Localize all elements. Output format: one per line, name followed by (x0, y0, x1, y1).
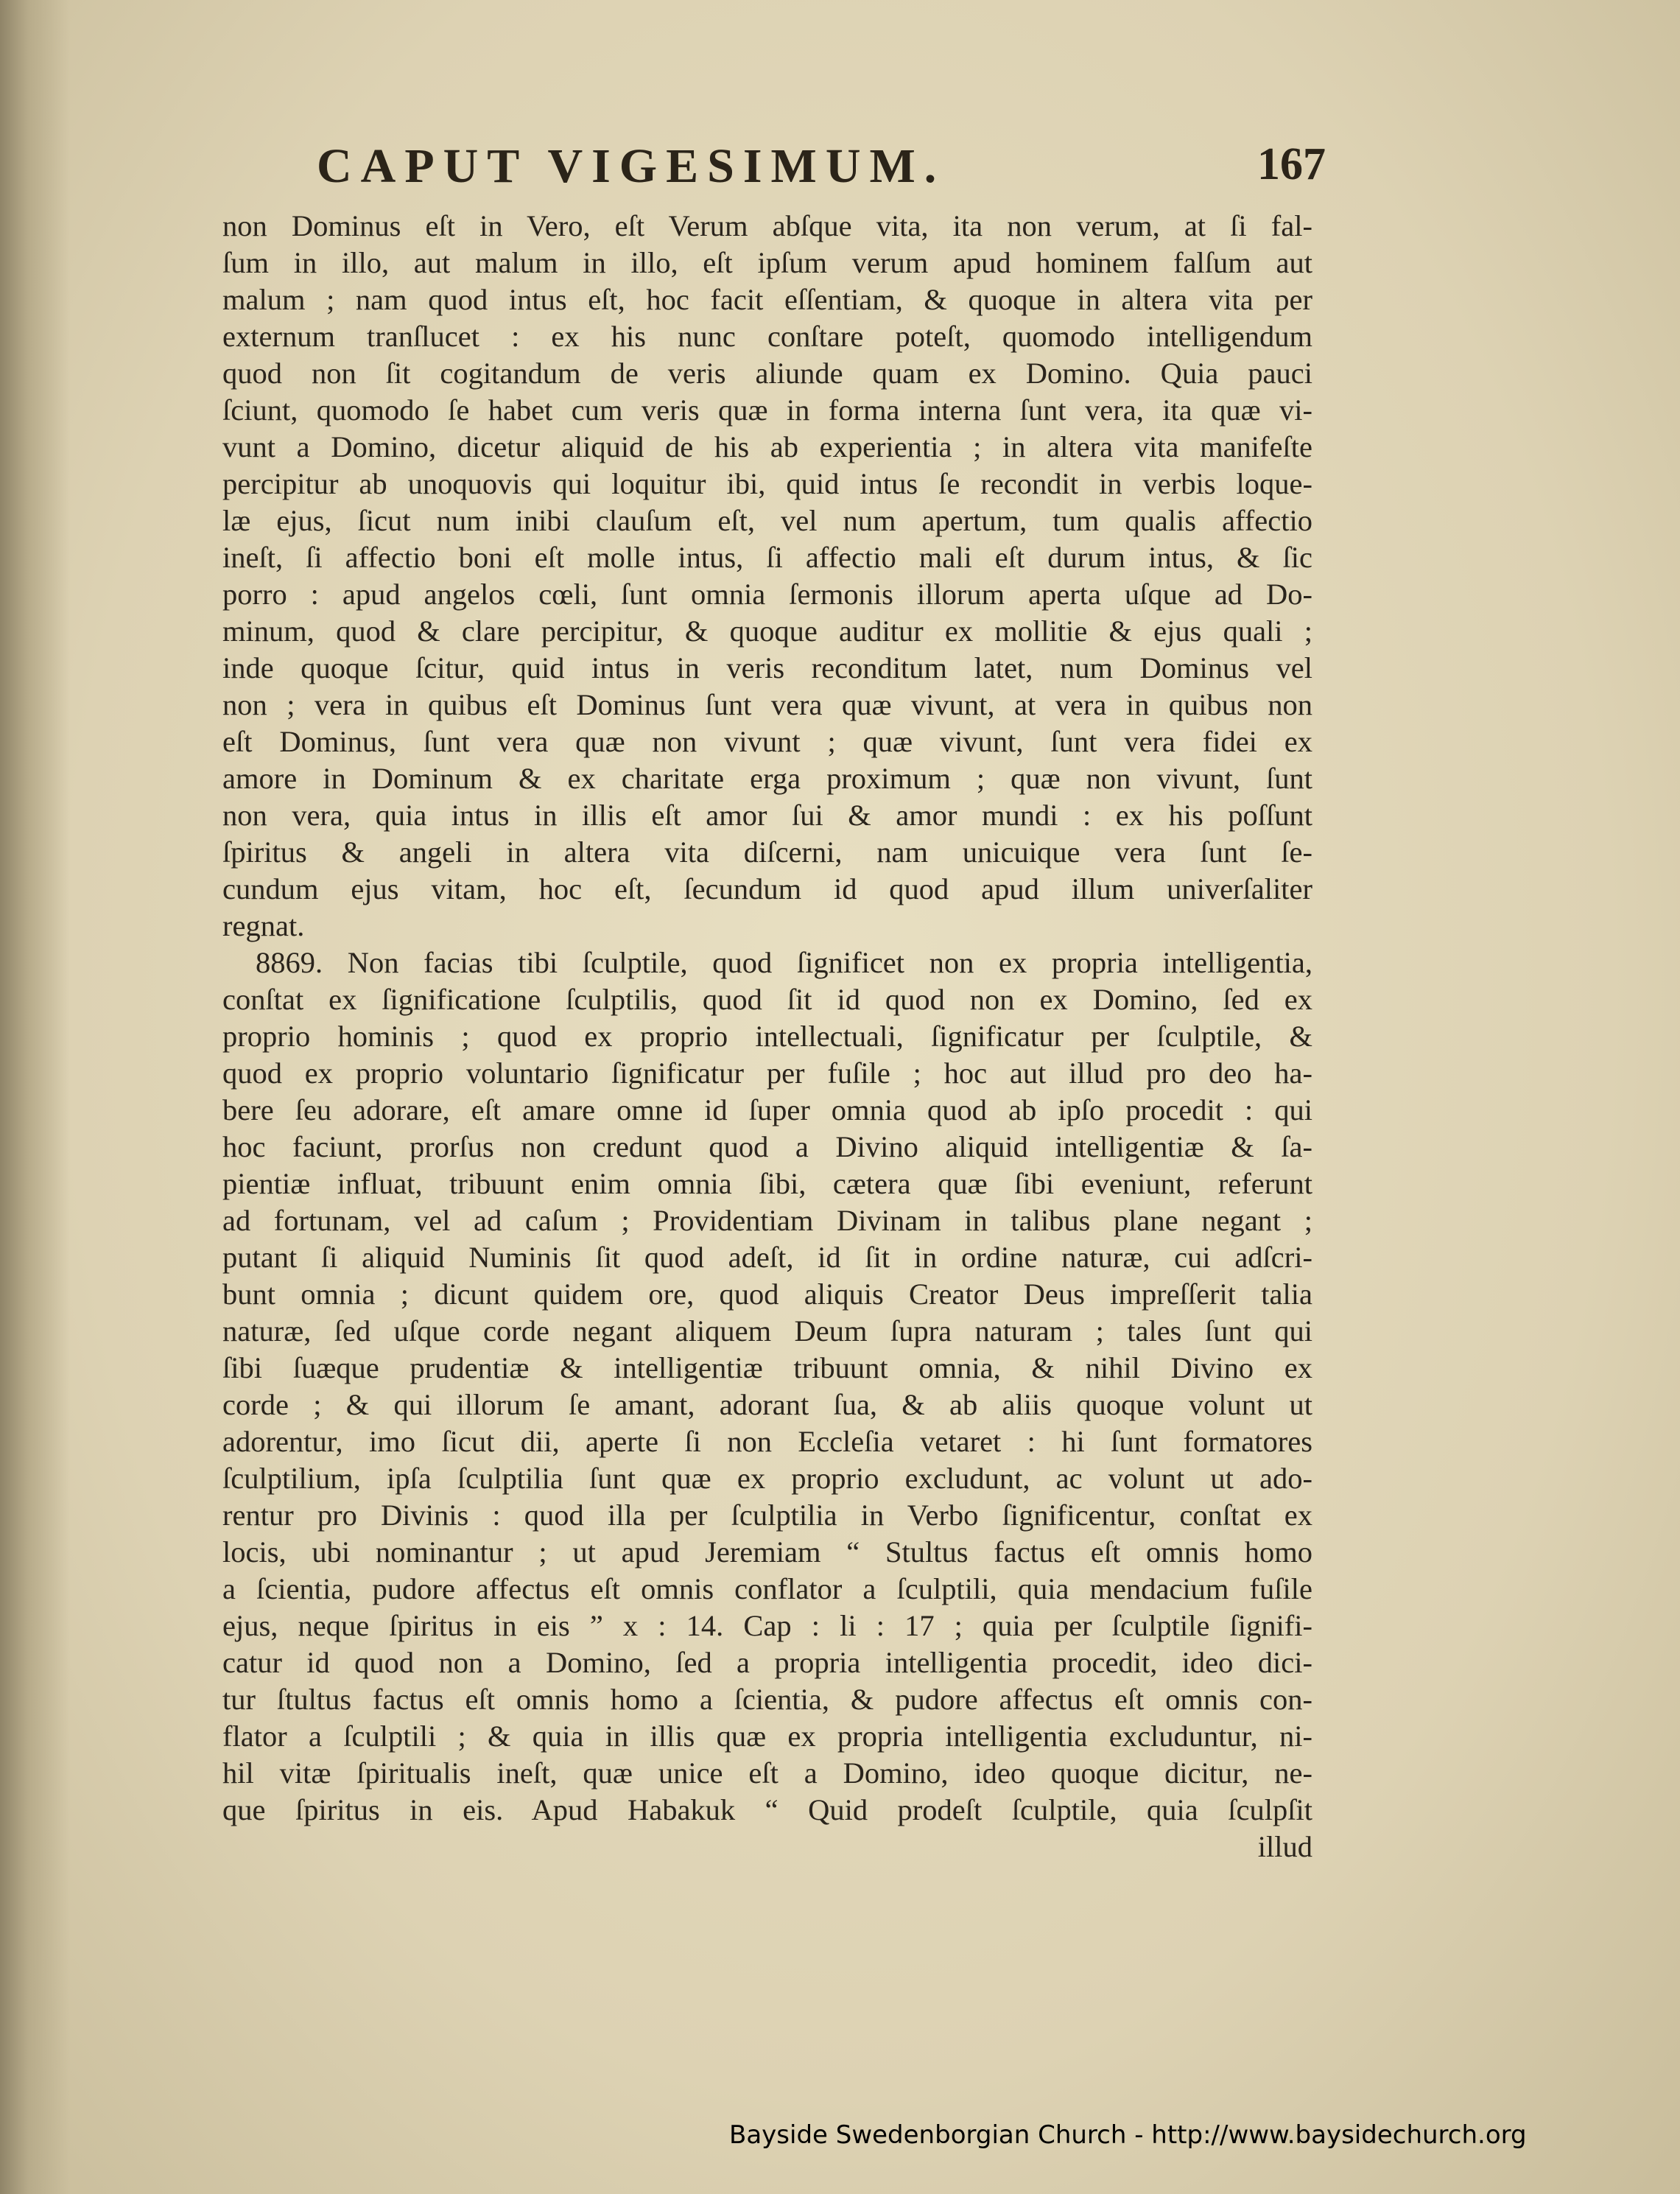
text-line: amore in Dominum & ex charitate erga proximum ; quæ non vivunt, ſunt (222, 762, 1312, 795)
text-line: hoc faciunt, prorſus non credunt quod a Divino aliquid intelligentiæ & ſa- (222, 1130, 1312, 1163)
text-line: læ ejus, ſicut num inibi clauſum eſt, vel num apertum, tum qualis affectio (222, 504, 1312, 537)
text-line: pientiæ influat, tribuunt enim omnia ſibi, cætera quæ ſibi eveniunt, referunt (222, 1167, 1312, 1200)
page-header (317, 139, 1326, 205)
text-line: a ſcientia, pudore affectus eſt omnis conflator a ſculptili, quia mendacium fuſile (222, 1572, 1312, 1605)
running-title: CAPUT VIGESIMUM. (317, 139, 946, 193)
body-text (222, 208, 1312, 1865)
text-line: adorentur, imo ſicut dii, aperte ſi non Eccleſia vetaret : hi ſunt formatores (222, 1425, 1312, 1458)
text-line: quod ex proprio voluntario ſignificatur per fuſile ; hoc aut illud pro deo ha- (222, 1056, 1312, 1090)
text-line: externum tranſlucet : ex his nunc conſtare poteſt, quomodo intelligendum (222, 320, 1312, 353)
text-line: bere ſeu adorare, eſt amare omne id ſuper omnia quod ab ipſo procedit : qui (222, 1093, 1312, 1126)
text-line: ſciunt, quomodo ſe habet cum veris quæ in forma interna ſunt vera, ita quæ vi- (222, 393, 1312, 427)
footer-credit: Bayside Swedenborgian Church - http://www.baysidechurch.org (729, 2120, 1527, 2150)
text-line: ineſt, ſi affectio boni eſt molle intus, ſi affectio mali eſt durum intus, & ſic (222, 541, 1312, 574)
text-line: ad fortunam, vel ad caſum ; Providentiam Divinam in talibus plane negant ; (222, 1204, 1312, 1237)
paragraph-8869-start: 8869. Non facias tibi ſculptile, quod ſignificet non ex propria intelligentia, (256, 946, 1312, 979)
text-line: rentur pro Divinis : quod illa per ſculptilia in Verbo ſignificentur, conſtat ex (222, 1499, 1312, 1532)
text-line: hil vitæ ſpiritualis ineſt, quæ unice eſt a Domino, ideo quoque dicitur, ne- (222, 1756, 1312, 1790)
text-line: flator a ſculptili ; & quia in illis quæ ex propria intelligentia excluduntur, ni- (222, 1720, 1312, 1753)
text-line: eſt Dominus, ſunt vera quæ non vivunt ; quæ vivunt, ſunt vera fidei ex (222, 725, 1312, 758)
text-line: percipitur ab unoquovis qui loquitur ibi, quid intus ſe recondit in verbis loque- (222, 467, 1312, 500)
text-line: malum ; nam quod intus eſt, hoc facit eſſentiam, & quoque in altera vita per (222, 283, 1312, 316)
text-line: non Dominus eſt in Vero, eſt Verum abſque vita, ita non verum, at ſi fal- (222, 209, 1312, 242)
text-line: conſtat ex ſignificatione ſculptilis, quod ſit id quod non ex Domino, ſed ex (222, 983, 1312, 1016)
text-line: locis, ubi nominantur ; ut apud Jeremiam “ Stultus factus eſt omnis homo (222, 1535, 1312, 1569)
text-line: porro : apud angelos cœli, ſunt omnia ſermonis illorum aperta uſque ad Do- (222, 578, 1312, 611)
text-line: cundum ejus vitam, hoc eſt, ſecundum id quod apud illum univerſaliter (222, 872, 1312, 905)
text-line: tur ſtultus factus eſt omnis homo a ſcientia, & pudore affectus eſt omnis con- (222, 1683, 1312, 1716)
text-line: corde ; & qui illorum ſe amant, adorant ſua, & ab aliis quoque volunt ut (222, 1388, 1312, 1421)
catchword: illud (1257, 1830, 1312, 1863)
text-line: inde quoque ſcitur, quid intus in veris reconditum latet, num Dominus vel (222, 651, 1312, 684)
text-line: ejus, neque ſpiritus in eis ” x : 14. Cap : li : 17 ; quia per ſculptile ſignifi- (222, 1609, 1312, 1642)
text-line: non ; vera in quibus eſt Dominus ſunt vera quæ vivunt, at vera in quibus non (222, 688, 1312, 721)
text-line: naturæ, ſed uſque corde negant aliquem Deum ſupra naturam ; tales ſunt qui (222, 1314, 1312, 1347)
text-line: ſibi ſuæque prudentiæ & intelligentiæ tribuunt omnia, & nihil Divino ex (222, 1351, 1312, 1384)
text-line: proprio hominis ; quod ex proprio intellectuali, ſignificatur per ſculptile, & (222, 1020, 1312, 1053)
book-gutter-shadow (0, 0, 70, 2194)
text-line: putant ſi aliquid Numinis ſit quod adeſt, id ſit in ordine naturæ, cui adſcri- (222, 1241, 1312, 1274)
text-line: vunt a Domino, dicetur aliquid de his ab experientia ; in altera vita manifeſte (222, 430, 1312, 463)
text-line: ſum in illo, aut malum in illo, eſt ipſum verum apud hominem falſum aut (222, 246, 1312, 279)
text-line: non vera, quia intus in illis eſt amor ſui & amor mundi : ex his poſſunt (222, 799, 1312, 832)
text-line: bunt omnia ; dicunt quidem ore, quod aliquis Creator Deus impreſſerit talia (222, 1278, 1312, 1311)
page-number: 167 (1257, 139, 1326, 189)
text-line: regnat. (222, 909, 305, 942)
text-line: minum, quod & clare percipitur, & quoque auditur ex mollitie & ejus quali ; (222, 614, 1312, 648)
text-line: ſculptilium, ipſa ſculptilia ſunt quæ ex proprio excludunt, ac volunt ut ado- (222, 1462, 1312, 1495)
text-line: ſpiritus & angeli in altera vita diſcerni, nam unicuique vera ſunt ſe- (222, 835, 1312, 869)
text-line: quod non ſit cogitandum de veris aliunde quam ex Domino. Quia pauci (222, 357, 1312, 390)
text-line: que ſpiritus in eis. Apud Habakuk “ Quid prodeſt ſculptile, quia ſculpſit (222, 1793, 1312, 1826)
text-line: catur id quod non a Domino, ſed a propria intelligentia procedit, ideo dici- (222, 1646, 1312, 1679)
